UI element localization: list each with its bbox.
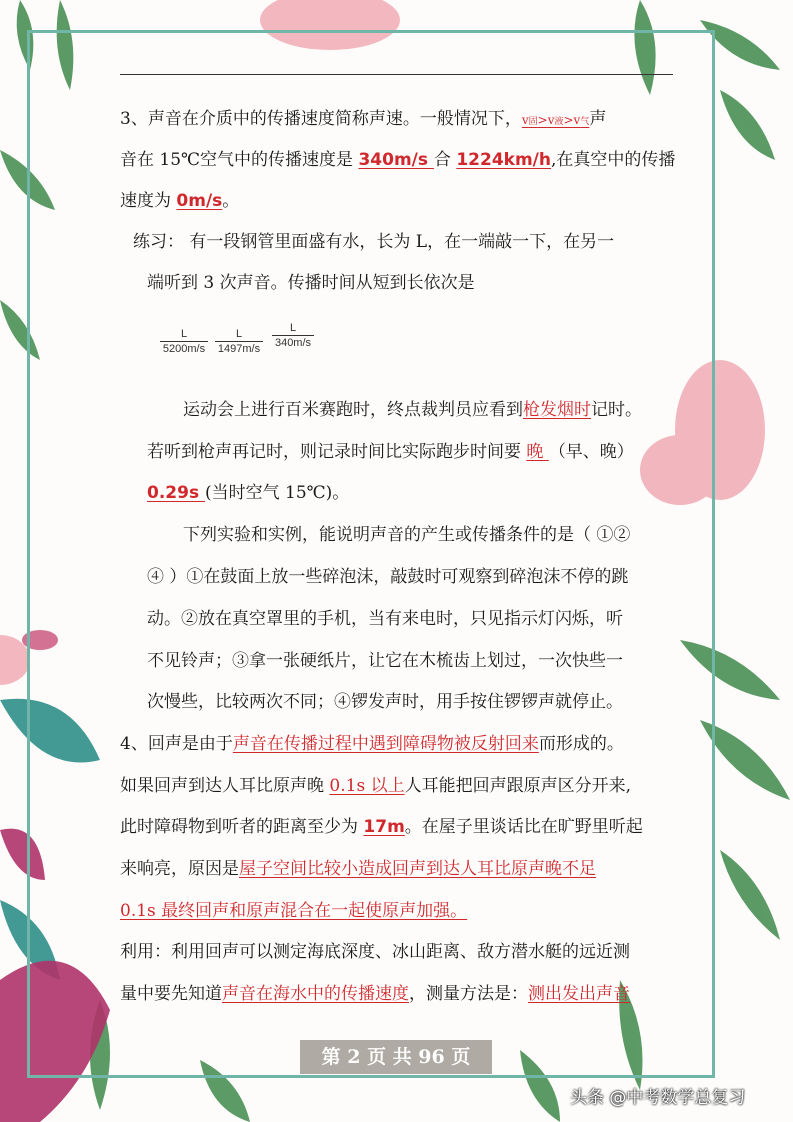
fraction-3: $\frac{L}{340m/s}$	[272, 322, 314, 349]
text-line: 下列实验和实例，能说明声音的产生或传播条件的是（ ①②	[183, 525, 631, 545]
text-line: 不见铃声；③拿一张硬纸片，让它在木梳齿上划过，一次快些一	[147, 651, 623, 671]
fraction-2: $\frac{L}{1497m/s}$	[215, 328, 263, 355]
text-line: 练习： 有一段钢管里面盛有水，长为 L，在一端敲一下，在另一	[133, 232, 615, 252]
fraction-1: $\frac{L}{5200m/s}$	[160, 328, 208, 355]
text-line: 0.29s (当时空气 15℃)。	[147, 483, 350, 503]
text-line: 量中要先知道声音在海水中的传播速度，测量方法是：测出发出声音	[120, 984, 630, 1004]
text-line: 次慢些，比较两次不同；④锣发声时，用手按住锣锣声就停止。	[147, 692, 623, 712]
text-line: ④ ）①在鼓面上放一些碎泡沫，敲鼓时可观察到碎泡沫不停的跳	[147, 567, 629, 587]
text-line: 音在 15℃空气中的传播速度是 340m/s 合 1224km/h,在真空中的传播	[120, 150, 676, 170]
text-line: 3、声音在介质中的传播速度简称声速。一般情况下，v固>v液>v气声	[120, 109, 607, 129]
text-line: 速度为 0m/s。	[120, 191, 240, 211]
text-line: 端听到 3 次声音。传播时间从短到长依次是	[147, 273, 475, 293]
text-line: 动。②放在真空罩里的手机，当有来电时，只见指示灯闪烁，听	[147, 609, 623, 629]
text-line: 如果回声到达人耳比原声晚 0.1s 以上人耳能把回声跟原声区分开来,	[120, 776, 631, 796]
text-line: 利用：利用回声可以测定海底深度、冰山距离、敌方潜水艇的远近测	[120, 942, 630, 962]
watermark: 头条 @中考数学总复习	[570, 1088, 746, 1108]
text-line: 运动会上进行百米赛跑时，终点裁判员应看到枪发烟时记时。	[183, 400, 642, 420]
text-line: 若听到枪声再记时，则记录时间比实际跑步时间要 晚 （早、晚）	[147, 442, 634, 462]
text-line: 0.1s 最终回声和原声混合在一起使原声加强。	[120, 901, 468, 921]
speed-order-answer: v固>v液>v气	[521, 113, 590, 127]
page-number: 第 2 页 共 96 页	[300, 1040, 492, 1074]
text-line: 此时障碍物到听者的距离至少为 17m。在屋子里谈话比在旷野里听起	[120, 817, 643, 837]
header-rule	[120, 74, 673, 75]
text-line: 4、回声是由于声音在传播过程中遇到障碍物被反射回来而形成的。	[120, 734, 624, 754]
text-line: 来响亮，原因是屋子空间比较小造成回声到达人耳比原声晚不足	[120, 859, 596, 879]
